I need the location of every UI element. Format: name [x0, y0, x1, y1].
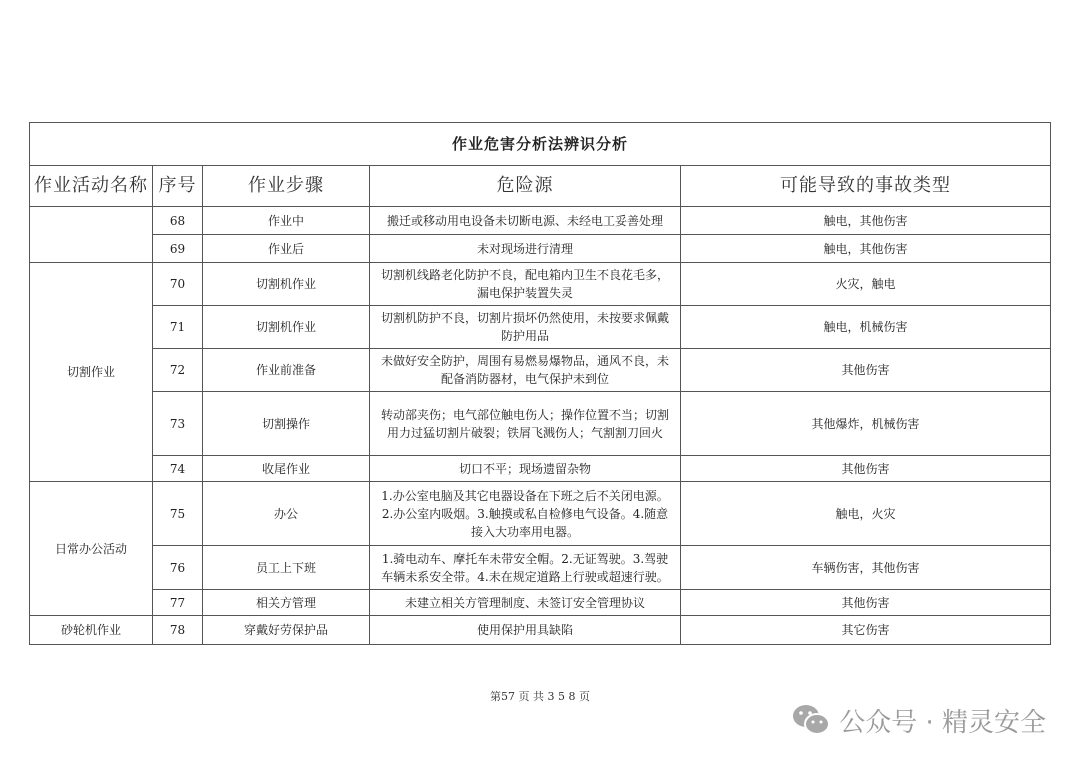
hazard-cell: 未做好安全防护，周围有易燃易爆物品，通风不良，未配备消防器材，电气保护未到位 — [370, 349, 681, 392]
seq-cell: 73 — [153, 392, 203, 456]
hazard-cell: 1.办公室电脑及其它电器设备在下班之后不关闭电源。2.办公室内吸烟。3.触摸或私自检修电气设备。4.随意接入大功率用电器。 — [370, 482, 681, 546]
table-row — [30, 616, 1051, 645]
table-row — [30, 263, 1051, 306]
seq-cell: 70 — [153, 263, 203, 306]
seq-cell: 68 — [153, 207, 203, 235]
table-header-row — [30, 166, 1051, 207]
activity-cell — [30, 207, 153, 263]
accident-cell: 车辆伤害，其他伤害 — [681, 546, 1051, 590]
hazard-cell: 切割机防护不良，切割片损坏仍然使用，未按要求佩戴防护用品 — [370, 306, 681, 349]
table-title: 作业危害分析法辨识分析 — [30, 123, 1051, 166]
accident-cell: 其它伤害 — [681, 616, 1051, 645]
seq-cell: 75 — [153, 482, 203, 546]
hazard-cell: 转动部夹伤；电气部位触电伤人；操作位置不当；切割用力过猛切割片破裂；铁屑飞溅伤人；气割割刀回火 — [370, 392, 681, 456]
step-cell: 切割机作业 — [203, 263, 370, 306]
step-cell: 收尾作业 — [203, 456, 370, 482]
accident-cell: 触电，机械伤害 — [681, 306, 1051, 349]
hazard-cell: 1.骑电动车、摩托车未带安全帽。2.无证驾驶。3.驾驶车辆未系安全带。4.未在规定道路上行驶或超速行驶。 — [370, 546, 681, 590]
seq-cell: 74 — [153, 456, 203, 482]
step-cell: 作业中 — [203, 207, 370, 235]
hazard-cell: 切口不平；现场遗留杂物 — [370, 456, 681, 482]
accident-cell: 触电，火灾 — [681, 482, 1051, 546]
watermark-text: 公众号 · 精灵安全 — [839, 707, 1046, 738]
hazard-analysis-table — [29, 122, 1051, 645]
hazard-cell: 使用保护用具缺陷 — [370, 616, 681, 645]
hazard-cell: 未对现场进行清理 — [370, 235, 681, 263]
step-cell: 作业后 — [203, 235, 370, 263]
step-cell: 员工上下班 — [203, 546, 370, 590]
hazard-cell: 未建立相关方管理制度、未签订安全管理协议 — [370, 590, 681, 616]
table-row — [30, 590, 1051, 616]
table-title-row — [30, 123, 1051, 166]
step-cell: 作业前准备 — [203, 349, 370, 392]
step-cell: 办公 — [203, 482, 370, 546]
seq-cell: 77 — [153, 590, 203, 616]
table-row — [30, 546, 1051, 590]
activity-cell: 砂轮机作业 — [30, 616, 153, 645]
wechat-icon — [791, 703, 831, 737]
step-cell: 切割机作业 — [203, 306, 370, 349]
hazard-cell: 切割机线路老化防护不良，配电箱内卫生不良花毛多，漏电保护装置失灵 — [370, 263, 681, 306]
table-row — [30, 349, 1051, 392]
hazard-cell: 搬迁或移动用电设备未切断电源、未经电工妥善处理 — [370, 207, 681, 235]
table-row — [30, 482, 1051, 546]
table-row — [30, 456, 1051, 482]
watermark — [791, 700, 1046, 740]
page-footer: 第57 页 共 3 5 8 页 — [490, 690, 590, 703]
table-row — [30, 235, 1051, 263]
activity-cell: 日常办公活动 — [30, 482, 153, 616]
seq-cell: 72 — [153, 349, 203, 392]
step-cell: 切割操作 — [203, 392, 370, 456]
accident-cell: 火灾，触电 — [681, 263, 1051, 306]
accident-cell: 其他爆炸，机械伤害 — [681, 392, 1051, 456]
seq-cell: 71 — [153, 306, 203, 349]
header-activity: 作业活动名称 — [30, 166, 153, 207]
step-cell: 相关方管理 — [203, 590, 370, 616]
seq-cell: 69 — [153, 235, 203, 263]
accident-cell: 触电，其他伤害 — [681, 207, 1051, 235]
step-cell: 穿戴好劳保护品 — [203, 616, 370, 645]
accident-cell: 其他伤害 — [681, 590, 1051, 616]
seq-cell: 78 — [153, 616, 203, 645]
table-row — [30, 306, 1051, 349]
activity-cell: 切割作业 — [30, 263, 153, 482]
header-step: 作业步骤 — [203, 166, 370, 207]
accident-cell: 其他伤害 — [681, 349, 1051, 392]
header-seq: 序号 — [153, 166, 203, 207]
table-row — [30, 392, 1051, 456]
table-row — [30, 207, 1051, 235]
seq-cell: 76 — [153, 546, 203, 590]
header-hazard: 危险源 — [370, 166, 681, 207]
header-accident: 可能导致的事故类型 — [681, 166, 1051, 207]
accident-cell: 触电，其他伤害 — [681, 235, 1051, 263]
accident-cell: 其他伤害 — [681, 456, 1051, 482]
